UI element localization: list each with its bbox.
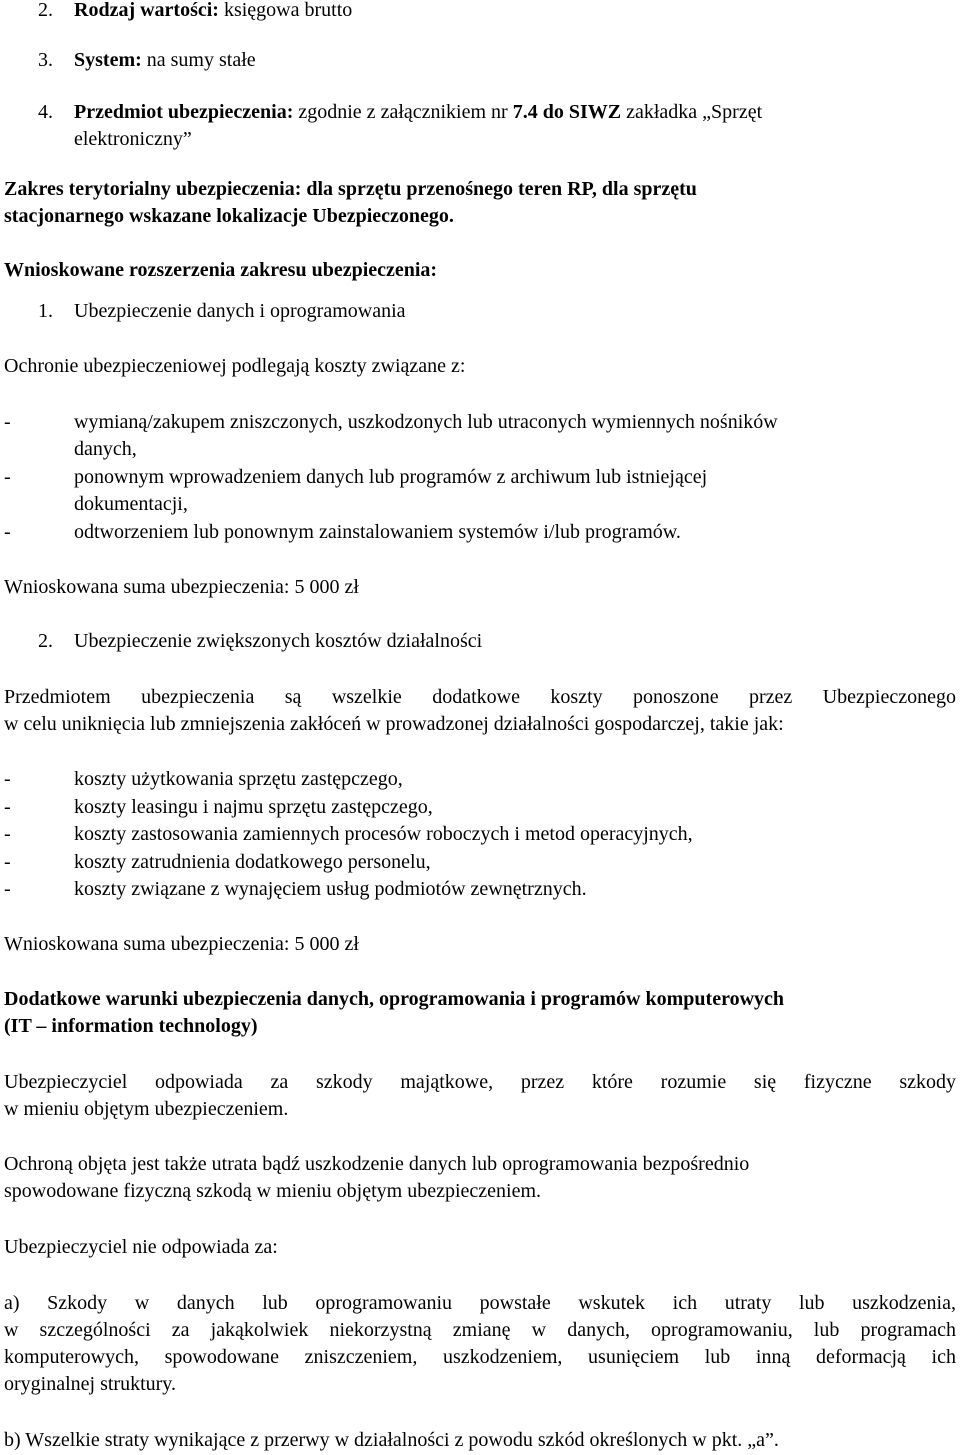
exclusion-a: oryginalnej struktury.	[4, 1373, 177, 1395]
list-item-text: księgowa brutto	[218, 0, 353, 21]
list-item-text: zgodnie z załącznikiem nr	[293, 101, 513, 123]
scope-line: Zakres terytorialny ubezpieczenia: dla sprzętu przenośnego teren RP, dla sprzętu	[4, 178, 697, 200]
list-item: koszty zatrudnienia dodatkowego personelu,	[74, 851, 431, 873]
it-paragraph: Ubezpieczyciel nie odpowiada za:	[4, 1236, 278, 1258]
list-item: ponownym wprowadzeniem danych lub programów z archiwum lub istniejącej	[74, 466, 708, 488]
exclusion-a: w szczególności za jakąkolwiek niekorzystną zmianę w danych, oprogramowaniu, lub programach	[4, 1319, 956, 1341]
insured-sum: Wnioskowana suma ubezpieczenia: 5 000 zł	[4, 933, 359, 955]
list-item-label: Rodzaj wartości:	[74, 0, 219, 21]
list-number: 2.	[38, 0, 53, 21]
section-number: 1.	[38, 300, 53, 322]
list-dash: -	[4, 796, 11, 818]
section-title: Ubezpieczenie danych i oprogramowania	[74, 300, 406, 322]
list-item-subject	[74, 99, 762, 126]
list-item-text: zakładka „Sprzęt	[621, 101, 763, 123]
list-dash: -	[4, 521, 11, 543]
list-dash: -	[4, 768, 11, 790]
list-item-label: 7.4 do SIWZ	[512, 101, 622, 123]
section-title: Ubezpieczenie zwiększonych kosztów działalności	[74, 630, 483, 652]
exclusion-a: komputerowych, spowodowane zniszczeniem, uszkodzeniem, usunięciem lub inną deformacją ich	[4, 1346, 956, 1368]
list-item-continued: danych,	[74, 438, 137, 460]
list-item: koszty zastosowania zamiennych procesów roboczych i metod operacyjnych,	[74, 823, 693, 845]
list-dash: -	[4, 851, 11, 873]
exclusion-a: a) Szkody w danych lub oprogramowaniu powstałe wskutek ich utraty lub uszkodzenia,	[4, 1292, 956, 1314]
it-paragraph: spowodowane fizyczną szkodą w mieniu objętym ubezpieczeniem.	[4, 1180, 542, 1202]
list-item-label: Przedmiot ubezpieczenia:	[74, 101, 294, 123]
list-item: wymianą/zakupem zniszczonych, uszkodzonych lub utraconych wymiennych nośników	[74, 411, 778, 433]
list-number: 4.	[38, 101, 53, 123]
exclusion-b: b) Wszelkie straty wynikające z przerwy w działalności z powodu szkód określonych w pkt. „a”.	[4, 1429, 779, 1451]
list-item-text-continued: elektroniczny”	[74, 128, 192, 150]
scope-line: stacjonarnego wskazane lokalizacje Ubezpieczonego.	[4, 205, 454, 227]
section-number: 2.	[38, 630, 53, 652]
section-intro: Ochronie ubezpieczeniowej podlegają koszty związane z:	[4, 355, 466, 377]
list-item-label: System:	[74, 49, 142, 71]
it-paragraph: w mieniu objętym ubezpieczeniem.	[4, 1098, 289, 1120]
it-heading: (IT – information technology)	[4, 1015, 258, 1037]
extensions-heading: Wnioskowane rozszerzenia zakresu ubezpieczenia:	[4, 259, 438, 281]
list-dash: -	[4, 878, 11, 900]
list-item-text: na sumy stałe	[141, 49, 256, 71]
list-item-system	[74, 47, 256, 74]
list-item-value-type	[74, 0, 352, 24]
list-item: koszty leasingu i najmu sprzętu zastępczego,	[74, 796, 433, 818]
list-dash: -	[4, 411, 11, 433]
insured-sum: Wnioskowana suma ubezpieczenia: 5 000 zł	[4, 576, 359, 598]
it-heading: Dodatkowe warunki ubezpieczenia danych, oprogramowania i programów komputerowych	[4, 988, 785, 1010]
it-paragraph: Ubezpieczyciel odpowiada za szkody majątkowe, przez które rozumie się fizyczne szkody	[4, 1071, 956, 1093]
list-item: koszty związane z wynajęciem usług podmiotów zewnętrznych.	[74, 878, 587, 900]
list-item: odtworzeniem lub ponownym zainstalowaniem systemów i/lub programów.	[74, 521, 681, 543]
list-dash: -	[4, 823, 11, 845]
list-item: koszty użytkowania sprzętu zastępczego,	[74, 768, 403, 790]
list-number: 3.	[38, 49, 53, 71]
list-item-continued: dokumentacji,	[74, 493, 188, 515]
list-dash: -	[4, 466, 11, 488]
section-paragraph: Przedmiotem ubezpieczenia są wszelkie dodatkowe koszty ponoszone przez Ubezpieczonego	[4, 686, 956, 708]
it-paragraph: Ochroną objęta jest także utrata bądź uszkodzenie danych lub oprogramowania bezpośrednio	[4, 1153, 750, 1175]
section-paragraph: w celu uniknięcia lub zmniejszenia zakłóceń w prowadzonej działalności gospodarczej, takie jak:	[4, 713, 784, 735]
